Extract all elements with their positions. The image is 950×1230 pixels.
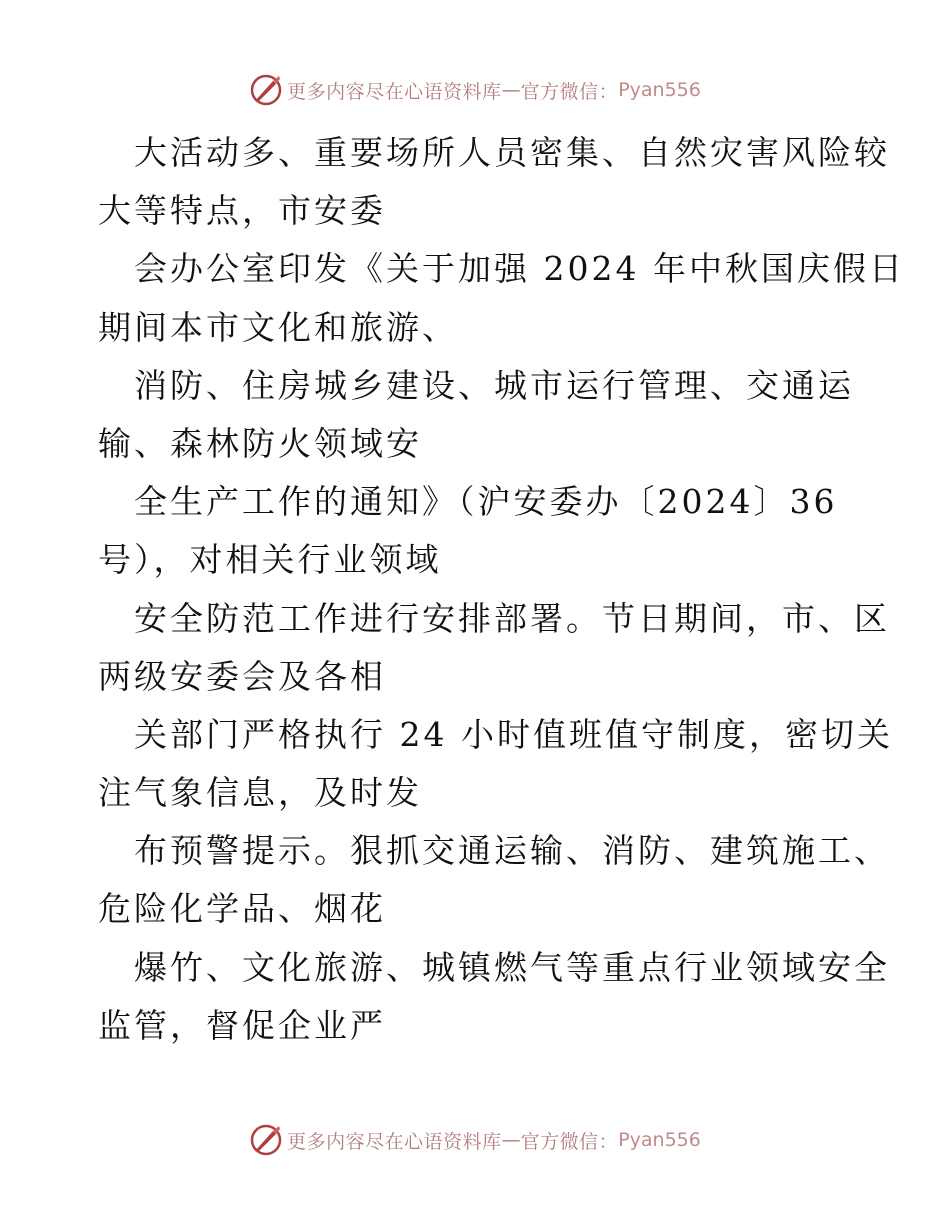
paragraph-line: 全生产工作的通知》（沪安委办〔2024〕36 [134,482,838,522]
watermark-contact-label: 官方微信： [520,1130,619,1153]
paragraph-line: 期间本市文化和旅游、 [98,307,458,347]
document-body [98,124,905,1055]
paragraph-line: 监管，督促企业严 [98,1005,386,1045]
paragraph-line: 安全防范工作进行安排部署。节日期间，市、区 [134,598,890,638]
watermark-text: 更多内容尽在心语资料库 [287,1130,502,1153]
paragraph-line: 关部门严格执行 24 小时值班值守制度，密切关 [134,714,893,754]
watermark-contact-label: 官方微信： [520,80,619,103]
paragraph-line: 号），对相关行业领域 [98,540,442,580]
watermark-text: 更多内容尽在心语资料库 [287,80,502,103]
paragraph-line: 危险化学品、烟花 [98,889,386,929]
paragraph-line: 爆竹、文化旅游、城镇燃气等重点行业领域安全 [134,947,890,987]
quill-pen-logo-icon [249,73,283,107]
header-watermark [0,70,950,110]
paragraph-line: 两级安委会及各相 [98,656,386,696]
paragraph-line: 注气象信息，及时发 [98,773,422,813]
paragraph-line: 大等特点，市安委 [98,191,386,231]
quill-pen-logo-icon [249,1123,283,1157]
paragraph-line: 大活动多、重要场所人员密集、自然灾害风险较 [134,133,890,172]
paragraph-line: 会办公室印发《关于加强 2024 年中秋国庆假日 [134,249,905,289]
watermark-contact-id: Pyan556 [618,79,701,101]
footer-watermark [0,1120,950,1160]
watermark-separator: — [501,79,521,101]
watermark-separator: — [501,1129,521,1151]
paragraph-line: 输、森林防火领域安 [98,423,422,463]
paragraph-line: 消防、住房城乡建设、城市运行管理、交通运 [134,365,854,405]
watermark-contact-id: Pyan556 [618,1129,701,1151]
paragraph-line: 布预警提示。狠抓交通运输、消防、建筑施工、 [134,831,890,871]
